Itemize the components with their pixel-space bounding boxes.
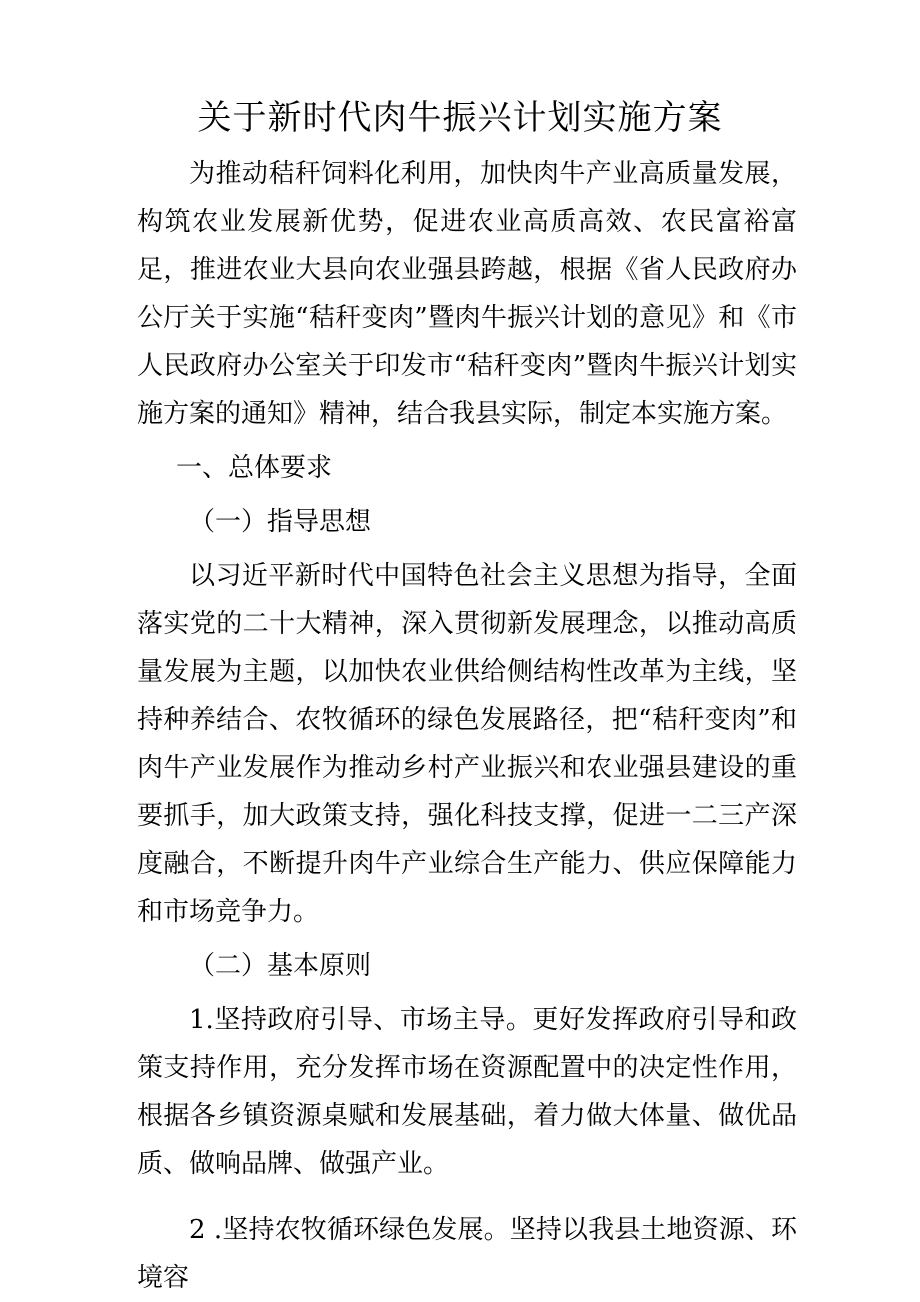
document-title: 关于新时代肉牛振兴计划实施方案 — [197, 98, 723, 138]
intro-paragraph: 为推动秸秆饲料化利用，加快肉牛产业高质量发展，构筑农业发展新优势，促进农业高质高效、农民富裕富足，推进农业大县向农业强县跨越，根据《省人民政府办公厅关于实施“秸秆变肉”暨肉牛振兴计划的意见》和《市人民政府办公室关于印发市“秸秆变肉”暨肉牛振兴计划实施方案的通知》精神，结合我县实际，制定本实施方案。 — [137, 159, 797, 429]
subsection-heading-guiding-ideology: （一）指导思想 — [189, 507, 372, 537]
document-body — [137, 150, 797, 1302]
guiding-ideology-paragraph: 以习近平新时代中国特色社会主义思想为指导，全面落实党的二十大精神，深入贯彻新发展理念，以推动高质量发展为主题，以加快农业供给侧结构性改革为主线，坚持种养结合、农牧循环的绿色发展路径，把“秸秆变肉”和肉牛产业发展作为推动乡村产业振兴和农业强县建设的重要抓手，加大政策支持，强化科技支撑，促进一二三产深度融合，不断提升肉牛产业综合生产能力、供应保障能力和市场竞争力。 — [137, 561, 797, 927]
principle-2-paragraph: 2 .坚持农牧循环绿色发展。坚持以我县土地资源、环境容 — [137, 1215, 797, 1293]
principle-1-paragraph: 1.坚持政府引导、市场主导。更好发挥政府引导和政策支持作用，充分发挥市场在资源配置中的决定性作用，根据各乡镇资源桌赋和发展基础，着力做大体量、做优品质、做响品牌、做强产业。 — [137, 1005, 797, 1179]
section-heading-general-requirements: 一、总体要求 — [176, 453, 333, 483]
subsection-heading-basic-principles: （二）基本原则 — [189, 951, 372, 981]
